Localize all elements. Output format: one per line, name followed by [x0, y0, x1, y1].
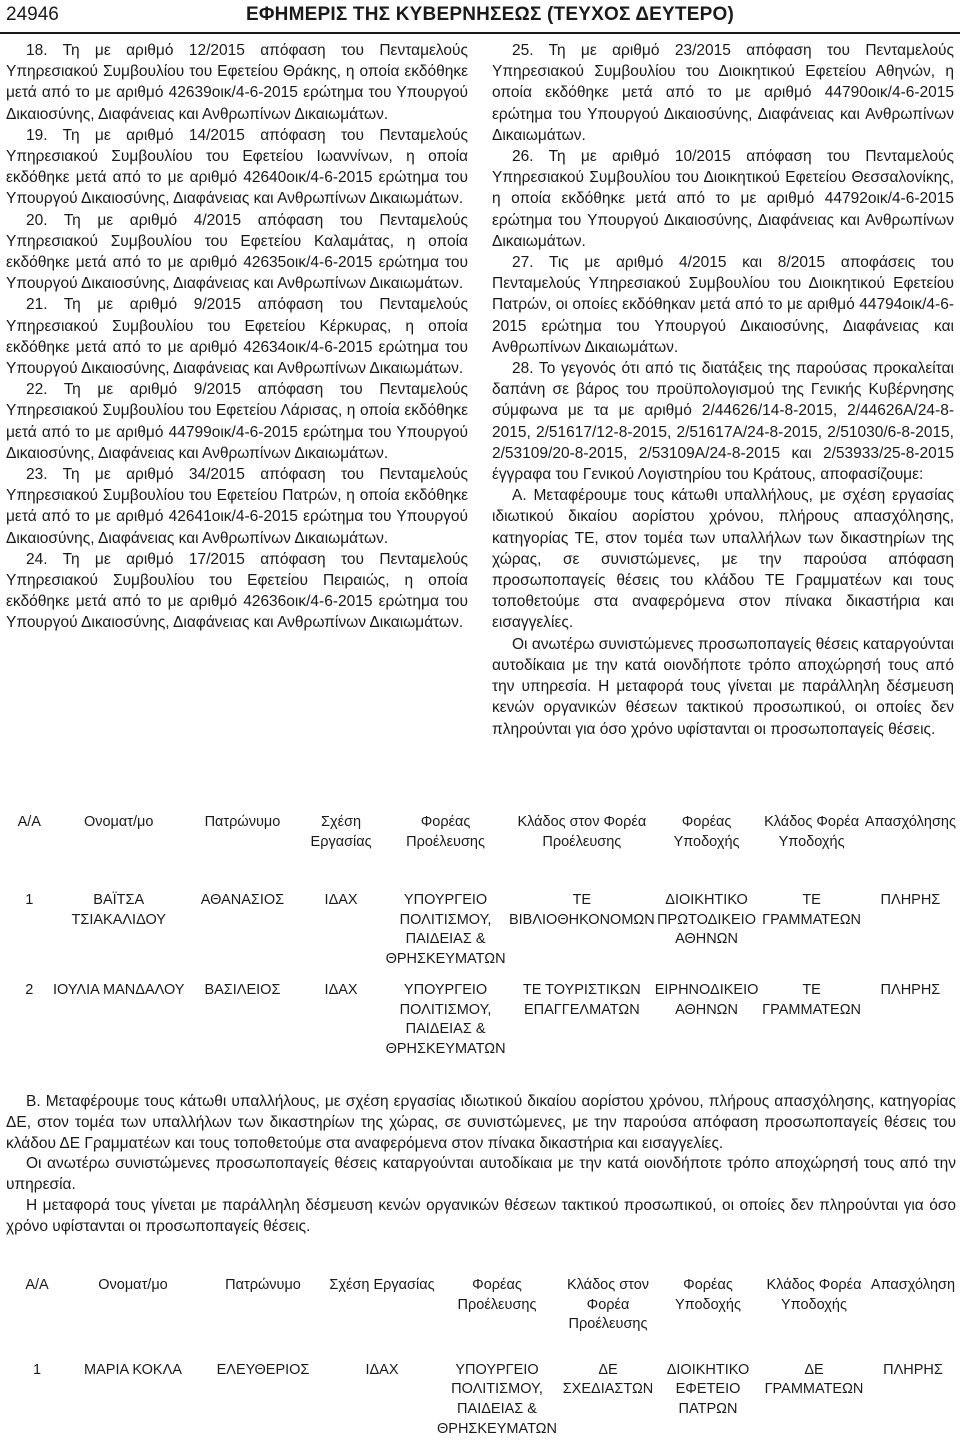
table-cell: ΥΠΟΥΡΓΕΙΟ ΠΟΛΙΤΙΣΜΟΥ, ΠΑΙΔΕΙΑΣ & ΘΡΗΣΚΕΥΜΑΤΩΝ: [385, 982, 506, 1057]
table-header-cell: Ονοματ/μο: [98, 1277, 168, 1293]
journal-title: ΕΦΗΜΕΡΙΣ ΤΗΣ ΚΥΒΕΡΝΗΣΕΩΣ (ΤΕΥΧΟΣ ΔΕΥΤΕΡΟ): [246, 4, 734, 25]
table-cell: ΙΔΑΧ: [324, 892, 358, 908]
paragraph-20: 20. Τη με αριθμό 4/2015 απόφαση του Πενταμελούς Υπηρεσιακού Συμβουλίου του Εφετείου Καλαμάτας, η οποία εκδόθηκε μετά από το με αριθμό 42635οικ/4-6-2015 ερώτημα του Υπουργού Δικαιοσύνης, Διαφάνειας και Ανθρωπίνων Δικαιωμάτων.: [6, 211, 468, 293]
table-cell: ΔΕ ΣΧΕΔΙΑΣΤΩΝ: [562, 1361, 654, 1398]
table-cell: ΤΕ ΒΙΒΛΙΟΘΗΚΟΝΟΜΩΝ: [508, 892, 655, 928]
table-header-cell: Α/Α: [17, 814, 41, 830]
table-cell: ΒΑΪΤΣΑ ΤΣΙΑΚΑΛΙΔΟΥ: [71, 892, 166, 928]
table-header-cell: Κλάδος Φορέα Υποδοχής: [764, 814, 860, 850]
table-cell: ΔΕ ΓΡΑΜΜΑΤΕΩΝ: [764, 1361, 864, 1398]
table-header-cell: Σχέση Εργασίας: [310, 814, 372, 850]
paragraph-18: 18. Τη με αριθμό 12/2015 απόφαση του Πενταμελούς Υπηρεσιακού Συμβουλίου του Εφετείου Θράκης, η οποία εκδόθηκε μετά από το με αριθμό 42639οικ/4-6-2015 ερώτημα του Υπουργού Δικαιοσύνης, Διαφάνειας και Ανθρωπίνων Δικαιωμάτων.: [6, 42, 468, 123]
table-row: [6, 1361, 956, 1451]
table-header-cell: Φορέας Προέλευσης: [406, 814, 485, 850]
paragraph-22: 22. Τη με αριθμό 9/2015 απόφαση του Πενταμελούς Υπηρεσιακού Συμβουλίου του Εφετείου Λάρισας, η οποία εκδόθηκε μετά από το με αριθμό 44799οικ/4-6-2015 ερώτημα του Υπουργού Δικαιοσύνης, Διαφάνειας και Ανθρωπίνων Δικαιωμάτων.: [6, 381, 468, 462]
table-cell: ΙΔΑΧ: [324, 982, 358, 998]
table-cell: ΠΛΗΡΗΣ: [880, 892, 941, 908]
table-cell: ΙΟΥΛΙΑ ΜΑΝΔΑΛΟΥ: [52, 982, 185, 998]
table-header-cell: Φορέας Υποδοχής: [675, 1277, 741, 1313]
paragraph-a-abolition: Οι ανωτέρω συνιστώμενες προσωποπαγείς θέσεις καταργούνται αυτοδίκαια με την κατά οιονδήποτε τρόπο αποχώρησή τους από την υπηρεσία. Η μεταφορά τους γίνεται με παράλληλη δέσμευση κενών οργανικών θέσεων τακτικού προσωπικού, οι οποίες δεν πληρούνται για όσο χρόνο υφίστανται οι προσωποπαγείς θέσεις.: [492, 635, 954, 738]
paragraph-24: 24. Τη με αριθμό 17/2015 απόφαση του Πενταμελούς Υπηρεσιακού Συμβουλίου του Εφετείου Πειραιώς, η οποία εκδόθηκε μετά από το με αριθμό 42636οικ/4-6-2015 ερώτημα του Υπουργού Δικαιοσύνης, Διαφάνειας και Ανθρωπίνων Δικαιωμάτων.: [6, 550, 468, 632]
table-header-cell: Πατρώνυμο: [225, 1277, 301, 1293]
table-header-cell: Απασχόλησης: [864, 814, 956, 830]
table-header-cell: Κλάδος Φορέα Υποδοχής: [766, 1277, 862, 1313]
table-header-cell: Κλάδος στον Φορέα Προέλευσης: [566, 1277, 650, 1333]
paragraph-28: 28. Το γεγονός ότι από τις διατάξεις της παρούσας προκαλείται δαπάνη σε βάρος του προϋπολογισμού της Γενικής Κυβέρνησης σύμφωνα με τα με αριθμό 2/44626/14-8-2015, 2/44626Α/24-8-2015, 2/51617/12-8-2015, 2/51617Α/24-8-2015, 2/51030/6-8-2015, 2/53109/20-8-2015, 2/53109Α/24-8-2015 και 2/53933/25-8-2015 έγγραφα του Γενικού Λογιστηρίου του Κράτους, αποφασίζουμε:: [492, 360, 954, 484]
transfer-table-te: [6, 813, 956, 1071]
table-cell: ΥΠΟΥΡΓΕΙΟ ΠΟΛΙΤΙΣΜΟΥ, ΠΑΙΔΕΙΑΣ & ΘΡΗΣΚΕΥΜΑΤΩΝ: [437, 1361, 557, 1437]
table-header-cell: Ονοματ/μο: [83, 814, 154, 830]
paragraph-26: 26. Τη με αριθμό 10/2015 απόφαση του Πενταμελούς Υπηρεσιακού Συμβουλίου του Διοικητικού Εφετείου Θεσσαλονίκης, η οποία εκδόθηκε μετά από το με αριθμό 44792οικ/4-6-2015 ερώτημα του Υπουργού Δικαιοσύνης, Διαφάνειας και Ανθρωπίνων Δικαιωμάτων.: [492, 148, 954, 250]
table-cell: ΔΙΟΙΚΗΤΙΚΟ ΕΦΕΤΕΙΟ ΠΑΤΡΩΝ: [666, 1361, 750, 1417]
table-header-row: [6, 813, 956, 865]
table-cell: ΑΘΑΝΑΣΙΟΣ: [200, 892, 285, 908]
table-cell: ΥΠΟΥΡΓΕΙΟ ΠΟΛΙΤΙΣΜΟΥ, ΠΑΙΔΕΙΑΣ & ΘΡΗΣΚΕΥΜΑΤΩΝ: [385, 892, 506, 967]
table-cell: ΙΔΑΧ: [365, 1361, 399, 1378]
table-header-cell: Απασχόληση: [870, 1277, 956, 1293]
header-rule: [0, 32, 960, 34]
table-cell: 2: [25, 982, 34, 998]
table-header-cell: Σχέση Εργασίας: [329, 1277, 435, 1293]
section-b: [6, 1092, 956, 1238]
table-header-cell: Α/Α: [25, 1277, 49, 1293]
table-cell: ΒΑΣΙΛΕΙΟΣ: [204, 982, 281, 998]
paragraph-25: 25. Τη με αριθμό 23/2015 απόφαση του Πενταμελούς Υπηρεσιακού Συμβουλίου του Διοικητικού Εφετείου Αθηνών, η οποία εκδόθηκε μετά από το με αριθμό 44790οικ/4-6-2015 ερώτημα του Υπουργού Δικαιοσύνης, Διαφάνειας και Ανθρωπίνων Δικαιωμάτων.: [492, 42, 954, 144]
table-cell: ΔΙΟΙΚΗΤΙΚΟ ΠΡΩΤΟΔΙΚΕΙΟ ΑΘΗΝΩΝ: [657, 892, 756, 948]
page-number: 24946: [6, 4, 59, 25]
table-row: [6, 981, 956, 1071]
table-cell: ΕΛΕΥΘΕΡΙΟΣ: [216, 1361, 310, 1378]
paragraph-b: Β. Μεταφέρουμε τους κάτωθι υπαλλήλους, με σχέση εργασίας ιδιωτικού δικαίου αορίστου χρόνου, πλήρους απασχόλησης, κατηγορίας ΔΕ, στον τομέα των υπαλλήλων των δικαστηρίων της χώρας, σε συνιστώμενες, με την παρούσα απόφαση προσωποπαγείς θέσεις του κλάδου ΔΕ Γραμματέων και τους τοποθετούμε στα αναφερόμενα στον πίνακα δικαστήρια και εισαγγελίες.: [6, 1093, 956, 1152]
paragraph-b-abolition: Οι ανωτέρω συνιστώμενες προσωποπαγείς θέσεις καταργούνται αυτοδίκαια με την κατά οιονδήποτε τρόπο αποχώρησή τους από την υπηρεσία.: [6, 1155, 956, 1194]
table-header-cell: Πατρώνυμο: [204, 814, 281, 830]
paragraph-21: 21. Τη με αριθμό 9/2015 απόφαση του Πενταμελούς Υπηρεσιακού Συμβουλίου του Εφετείου Κέρκυρας, η οποία εκδόθηκε μετά από το με αριθμό 42634οικ/4-6-2015 ερώτημα του Υπουργού Δικαιοσύνης, Διαφάνειας και Ανθρωπίνων Δικαιωμάτων.: [6, 296, 468, 378]
right-column: [492, 40, 954, 740]
table-cell: ΕΙΡΗΝΟΔΙΚΕΙΟ ΑΘΗΝΩΝ: [654, 982, 759, 1018]
table-cell: ΠΛΗΡΗΣ: [880, 982, 941, 998]
table-header-row: [6, 1276, 956, 1335]
left-column: [6, 40, 468, 634]
table-cell: 1: [25, 892, 34, 908]
transfer-table-de: [6, 1276, 956, 1451]
table-cell: ΠΛΗΡΗΣ: [883, 1361, 943, 1378]
paragraph-a: Α. Μεταφέρουμε τους κάτωθι υπαλλήλους, με σχέση εργασίας ιδιωτικού δικαίου αορίστου χρόνου, πλήρους απασχόλησης, κατηγορίας ΤΕ, στον τομέα των υπαλλήλων των δικαστηρίων της χώρας, σε συνιστώμενες, με την παρούσα απόφαση προσωποπαγείς θέσεις του κλάδου ΤΕ Γραμματέων και τους τοποθετούμε στα αναφερόμενα στον πίνακα δικαστήρια και εισαγγελίες.: [492, 487, 954, 632]
table-header-cell: Φορέας Υποδοχής: [673, 814, 740, 850]
table-cell: ΜΑΡΙΑ ΚΟΚΛΑ: [84, 1361, 182, 1378]
paragraph-19: 19. Τη με αριθμό 14/2015 απόφαση του Πενταμελούς Υπηρεσιακού Συμβουλίου του Εφετείου Ιωαννίνων, η οποία εκδόθηκε μετά από το με αριθμό 42640οικ/4-6-2015 ερώτημα του Υπουργού Δικαιοσύνης, Διαφάνειας και Ανθρωπίνων Δικαιωμάτων.: [6, 126, 468, 208]
table-cell: ΤΕ ΓΡΑΜΜΑΤΕΩΝ: [762, 982, 862, 1018]
table-cell: 1: [32, 1361, 42, 1378]
paragraph-27: 27. Τις με αριθμό 4/2015 και 8/2015 αποφάσεις του Πενταμελούς Υπηρεσιακού Συμβουλίου του Διοικητικού Εφετείου Πατρών, οι οποίες εκδόθηκαν μετά από το με αριθμό 44794οικ/4-6-2015 ερώτημα του Υπουργού Δικαιοσύνης, Διαφάνειας και Ανθρωπίνων Δικαιωμάτων.: [492, 254, 954, 356]
table-cell: ΤΕ ΤΟΥΡΙΣΤΙΚΩΝ ΕΠΑΓΓΕΛΜΑΤΩΝ: [522, 982, 641, 1018]
paragraph-b-transfer: Η μεταφορά τους γίνεται με παράλληλη δέσμευση κενών οργανικών θέσεων τακτικού προσωπικού, οι οποίες δεν πληρούνται για όσο χρόνο υφίστανται οι προσωποπαγείς θέσεις.: [6, 1196, 956, 1235]
table-cell: ΤΕ ΓΡΑΜΜΑΤΕΩΝ: [762, 892, 862, 928]
table-header-cell: Κλάδος στον Φορέα Προέλευσης: [517, 814, 647, 850]
page-header: [6, 4, 956, 30]
paragraph-23: 23. Τη με αριθμό 34/2015 απόφαση του Πενταμελούς Υπηρεσιακού Συμβουλίου του Εφετείου Πατρών, η οποία εκδόθηκε μετά από το με αριθμό 42641οικ/4-6-2015 ερώτημα του Υπουργού Δικαιοσύνης, Διαφάνειας και Ανθρωπίνων Δικαιωμάτων.: [6, 466, 468, 547]
table-header-cell: Φορέας Προέλευσης: [457, 1277, 537, 1313]
table-row: [6, 891, 956, 981]
